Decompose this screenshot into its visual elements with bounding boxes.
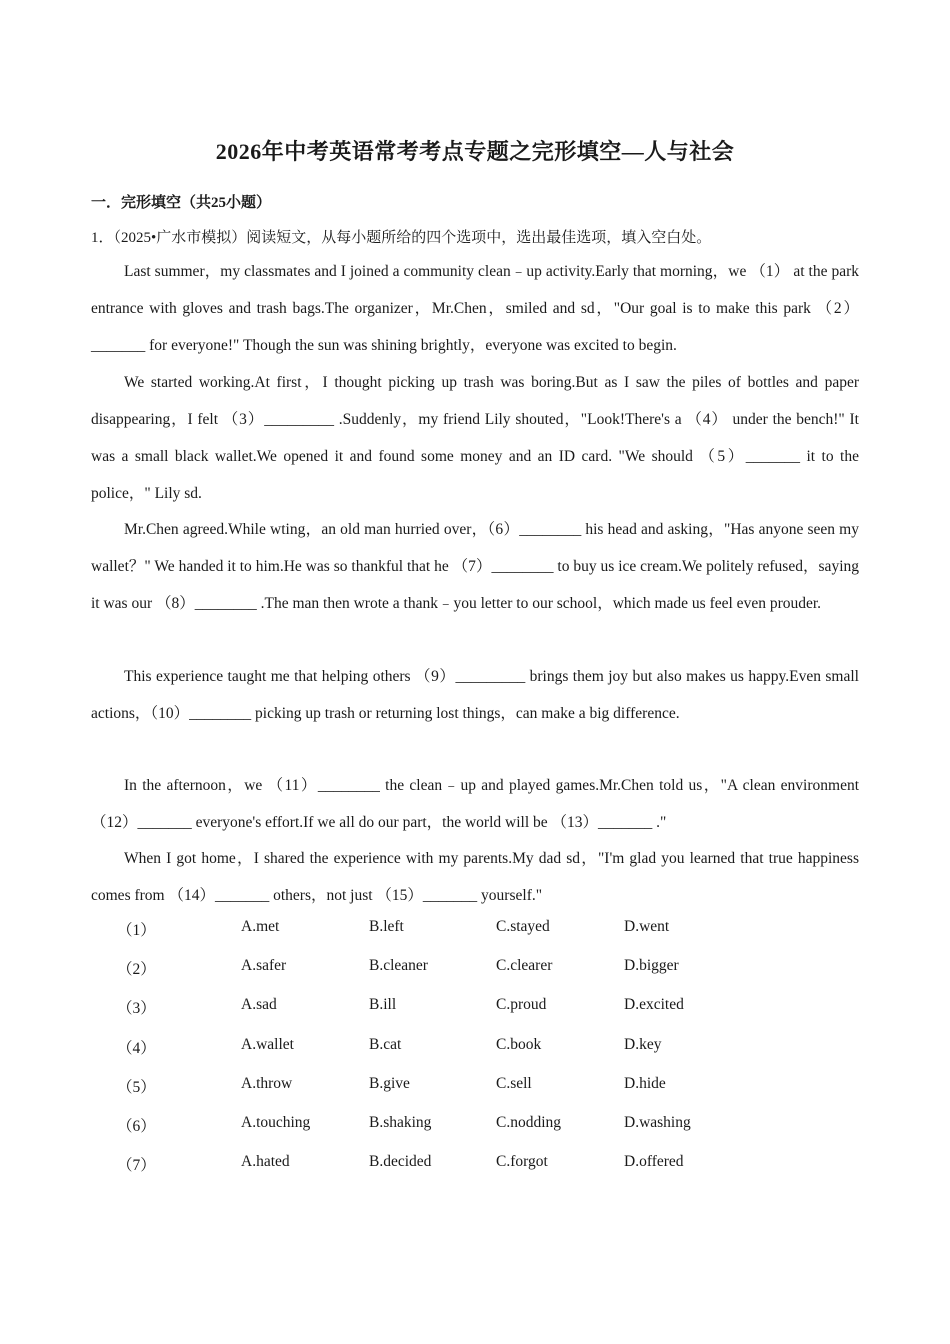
option-row xyxy=(0,1153,950,1192)
passage-paragraph-3: Mr.Chen agreed.While wting，an old man hurried over，（6）________ his head and asking，"Has anyone seen my wallet？" We handed it to him.He was so thankful that he （7）________ to buy us ice cream.We politely refused，saying it was our （8）________ .The man then wrote a thank﹣you letter to our school，which made us feel even prouder. xyxy=(91,521,859,612)
option-row xyxy=(0,996,950,1035)
option-c: C.proud xyxy=(496,996,547,1014)
option-a: A.sad xyxy=(241,996,277,1014)
question-instruction: （2025•广水市模拟）阅读短文，从每小题所给的四个选项中，选出最佳选项，填入空白处。 xyxy=(113,230,712,246)
option-a: A.met xyxy=(241,918,280,935)
option-d: D.excited xyxy=(624,996,684,1014)
option-row xyxy=(0,957,950,996)
options-table xyxy=(0,918,950,1192)
option-b: B.cat xyxy=(369,1035,402,1053)
passage-paragraph-1: Last summer，my classmates and I joined a community clean﹣up activity.Early that morning，we （1） at the park entrance with gloves and trash bags.The organizer，Mr.Chen，smiled and sd，"Our goal is to make this park （2）_______ for everyone!" Though the sun was shining brightly，everyone was excited to begin. xyxy=(91,263,859,354)
option-number: （5） xyxy=(117,1078,156,1096)
option-number: （3） xyxy=(117,1000,156,1018)
passage-paragraph-6: When I got home，I shared the experience with my parents.My dad sd，"I'm glad you learned that true happiness comes from （14）_______ others，not just （15）_______ yourself." xyxy=(91,850,859,904)
option-c: C.nodding xyxy=(496,1113,562,1131)
option-d: D.went xyxy=(624,918,670,935)
option-row xyxy=(0,1036,950,1075)
option-a: A.hated xyxy=(241,1153,290,1171)
section-heading: 一．完形填空（共25小题） xyxy=(91,195,272,211)
option-c: C.forgot xyxy=(496,1153,548,1171)
option-a: A.throw xyxy=(241,1074,293,1092)
question-header xyxy=(91,226,861,247)
option-c: C.sell xyxy=(496,1074,532,1092)
option-b: B.decided xyxy=(369,1153,432,1171)
option-c: C.book xyxy=(496,1035,542,1053)
option-number: （4） xyxy=(117,1039,156,1057)
option-row xyxy=(0,1114,950,1153)
option-d: D.hide xyxy=(624,1074,666,1092)
option-a: A.touching xyxy=(241,1113,311,1131)
option-c: C.clearer xyxy=(496,957,553,975)
option-b: B.left xyxy=(369,918,404,935)
option-number: （7） xyxy=(117,1157,156,1175)
option-b: B.shaking xyxy=(369,1113,432,1131)
option-a: A.safer xyxy=(241,957,287,975)
passage-paragraph-2: We started working.At first，I thought picking up trash was boring.But as I saw the piles of bottles and paper disappearing，I felt （3）_________ .Suddenly，my friend Lily shouted，"Look!There's a （4） under the bench!" It was a small black wallet.We opened it and found some money and an ID card. "We should （5）_______ it to the police，" Lily sd. xyxy=(91,374,859,502)
option-number: （6） xyxy=(117,1117,156,1135)
document-title: 2026年中考英语常考考点专题之完形填空—人与社会 xyxy=(215,139,735,164)
question-number: 1． xyxy=(91,230,114,246)
option-b: B.ill xyxy=(369,996,397,1014)
passage-paragraph-5: In the afternoon，we （11）________ the clean﹣up and played games.Mr.Chen told us，"A clean environment （12）_______ everyone's effort.If we all do our part，the world will be （13）_______ ." xyxy=(91,777,859,831)
option-d: D.offered xyxy=(624,1153,684,1171)
option-row xyxy=(0,1075,950,1114)
option-d: D.washing xyxy=(624,1113,691,1131)
option-d: D.bigger xyxy=(624,957,679,975)
option-a: A.wallet xyxy=(241,1035,294,1053)
option-b: B.cleaner xyxy=(369,957,428,975)
option-d: D.key xyxy=(624,1035,662,1053)
option-number: （2） xyxy=(117,961,156,979)
option-row xyxy=(0,918,950,957)
option-c: C.stayed xyxy=(496,918,550,935)
option-number: （1） xyxy=(117,922,156,939)
passage-paragraph-4: This experience taught me that helping others （9）_________ brings them joy but also makes us happy.Even small actions，（10）________ picking up trash or returning lost things，can make a big difference. xyxy=(91,668,859,722)
option-b: B.give xyxy=(369,1074,410,1092)
